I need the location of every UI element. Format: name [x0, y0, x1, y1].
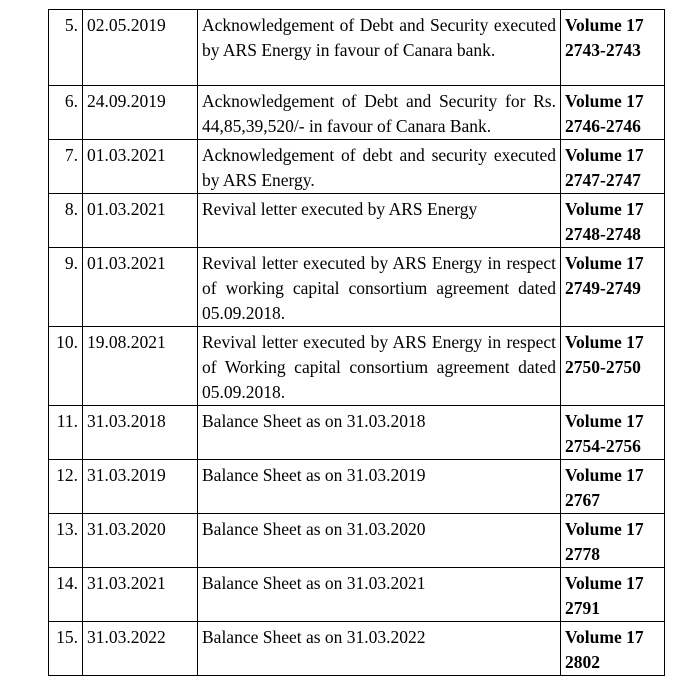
volume-reference: [561, 86, 665, 140]
volume-label: Volume 17: [565, 627, 644, 647]
document-description: Acknowledgement of Debt and Security for Rs. 44,85,39,520/- in favour of Canara Bank.: [198, 86, 561, 140]
document-description: Acknowledgement of debt and security executed by ARS Energy.: [198, 140, 561, 194]
page-range: 2754-2756: [565, 436, 641, 456]
document-description: Acknowledgement of Debt and Security executed by ARS Energy in favour of Canara bank.: [198, 10, 561, 86]
serial-number: 14.: [49, 568, 83, 622]
serial-number: 5.: [49, 10, 83, 86]
document-date: 31.03.2021: [83, 568, 198, 622]
volume-reference: [561, 140, 665, 194]
table-row: [49, 622, 665, 676]
table-row: [49, 514, 665, 568]
volume-label: Volume 17: [565, 253, 644, 273]
table-row: [49, 194, 665, 248]
volume-label: Volume 17: [565, 91, 644, 111]
serial-number: 8.: [49, 194, 83, 248]
document-date: 01.03.2021: [83, 248, 198, 327]
document-description: Balance Sheet as on 31.03.2020: [198, 514, 561, 568]
volume-label: Volume 17: [565, 411, 644, 431]
document-description: Balance Sheet as on 31.03.2019: [198, 460, 561, 514]
table-row: [49, 140, 665, 194]
volume-label: Volume 17: [565, 199, 644, 219]
page-range: 2778: [565, 544, 600, 564]
table-row: [49, 406, 665, 460]
serial-number: 11.: [49, 406, 83, 460]
document-date: 01.03.2021: [83, 140, 198, 194]
document-date: 19.08.2021: [83, 327, 198, 406]
table-row: [49, 568, 665, 622]
document-description: Revival letter executed by ARS Energy in respect of working capital consortium agreement dated 05.09.2018.: [198, 248, 561, 327]
volume-label: Volume 17: [565, 145, 644, 165]
document-date: 24.09.2019: [83, 86, 198, 140]
page-range: 2749-2749: [565, 278, 641, 298]
volume-label: Volume 17: [565, 15, 644, 35]
volume-reference: [561, 622, 665, 676]
document-date: 02.05.2019: [83, 10, 198, 86]
table-row: [49, 86, 665, 140]
serial-number: 12.: [49, 460, 83, 514]
page-range: 2743-2743: [565, 40, 641, 60]
serial-number: 9.: [49, 248, 83, 327]
document-description: Balance Sheet as on 31.03.2021: [198, 568, 561, 622]
serial-number: 7.: [49, 140, 83, 194]
document-date: 01.03.2021: [83, 194, 198, 248]
document-index-table: [48, 9, 665, 676]
table-row: [49, 327, 665, 406]
table-row: [49, 460, 665, 514]
page-range: 2791: [565, 598, 600, 618]
volume-label: Volume 17: [565, 332, 644, 352]
volume-label: Volume 17: [565, 465, 644, 485]
document-date: 31.03.2019: [83, 460, 198, 514]
document-description: Revival letter executed by ARS Energy in respect of Working capital consortium agreement dated 05.09.2018.: [198, 327, 561, 406]
volume-label: Volume 17: [565, 573, 644, 593]
volume-reference: [561, 460, 665, 514]
volume-reference: [561, 10, 665, 86]
document-description: Balance Sheet as on 31.03.2018: [198, 406, 561, 460]
volume-reference: [561, 514, 665, 568]
page-range: 2748-2748: [565, 224, 641, 244]
volume-reference: [561, 568, 665, 622]
page-range: 2802: [565, 652, 600, 672]
volume-reference: [561, 248, 665, 327]
table-row: [49, 10, 665, 86]
volume-reference: [561, 194, 665, 248]
page-range: 2746-2746: [565, 116, 641, 136]
document-description: Revival letter executed by ARS Energy: [198, 194, 561, 248]
serial-number: 10.: [49, 327, 83, 406]
volume-reference: [561, 327, 665, 406]
serial-number: 13.: [49, 514, 83, 568]
serial-number: 15.: [49, 622, 83, 676]
serial-number: 6.: [49, 86, 83, 140]
document-date: 31.03.2020: [83, 514, 198, 568]
table-row: [49, 248, 665, 327]
volume-reference: [561, 406, 665, 460]
page-range: 2747-2747: [565, 170, 641, 190]
document-description: Balance Sheet as on 31.03.2022: [198, 622, 561, 676]
page-range: 2750-2750: [565, 357, 641, 377]
document-date: 31.03.2018: [83, 406, 198, 460]
page-range: 2767: [565, 490, 600, 510]
volume-label: Volume 17: [565, 519, 644, 539]
document-date: 31.03.2022: [83, 622, 198, 676]
